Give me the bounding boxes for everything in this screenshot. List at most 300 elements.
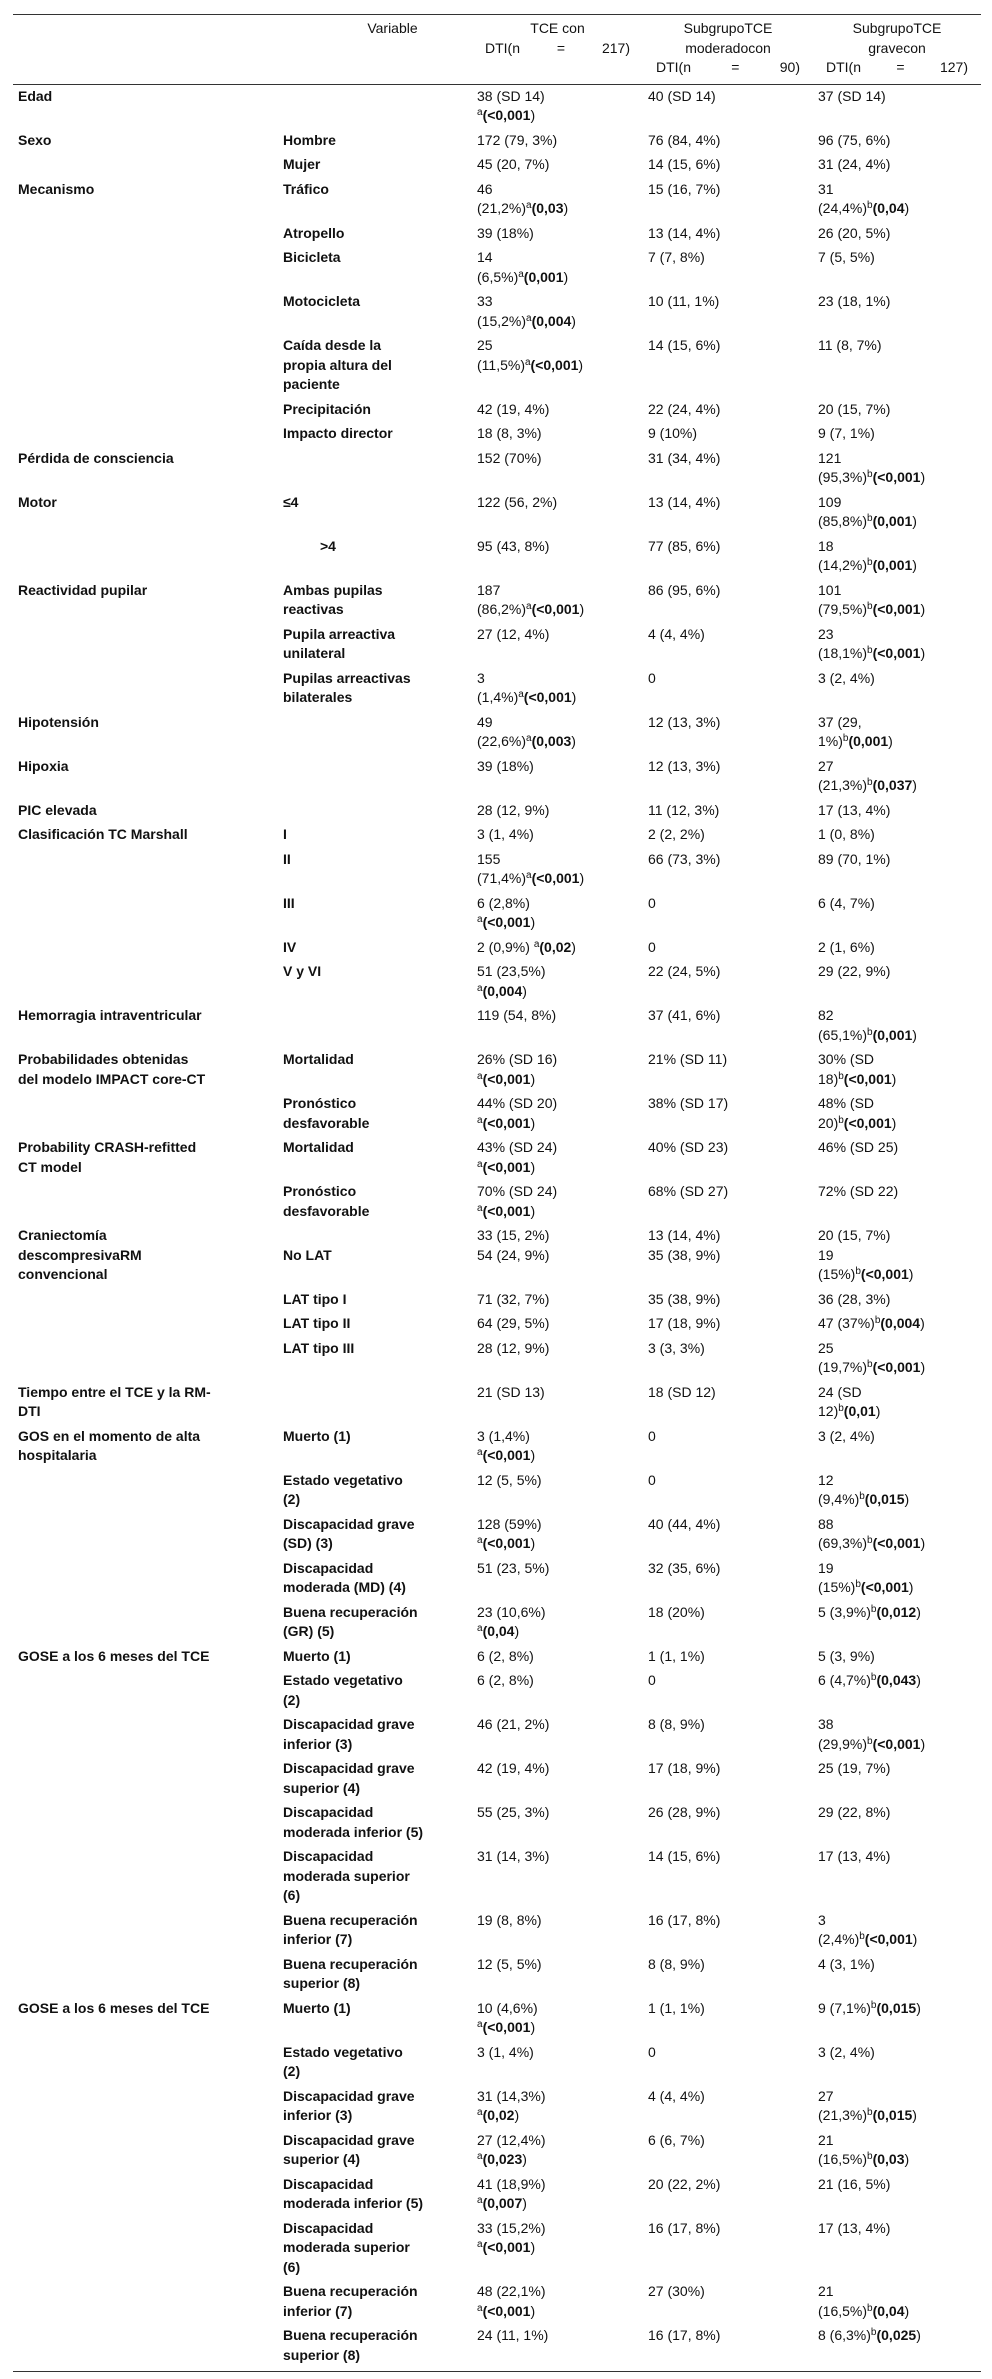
cell-tce: 51 (23, 5%) <box>477 1559 550 1576</box>
cell-grave: 4 (3, 1%) <box>818 1955 875 1972</box>
cell-grave: 19 $(15\%)^b(<0,001)$ <box>818 1559 914 1595</box>
cell-tce: 44% (SD 20) $^a$(<0,001) <box>477 1095 558 1131</box>
header-line: SubgrupoTCE <box>852 20 942 36</box>
header-variable: Variable <box>278 15 472 85</box>
row-label: Hemorragia intraventricular <box>18 1007 202 1023</box>
cell-moderado: 16 (17, 8%) <box>648 2219 721 2236</box>
cell-moderado: 9 (10%) <box>648 425 698 441</box>
cell-moderado: 17 (18, 9%) <box>648 1760 721 1776</box>
table-row <box>13 1469 981 1513</box>
row-sublabel <box>278 755 472 799</box>
cell-grave: 27 $(21,3\%)^b(0,015)$ <box>818 2087 917 2123</box>
table-row <box>13 823 981 848</box>
table-row <box>13 1224 981 1288</box>
cell-tce: 31 (14,3%) $^a$(0,02) <box>477 2087 546 2123</box>
row-label <box>13 1909 278 1953</box>
row-label <box>13 848 278 892</box>
row-label <box>13 1180 278 1224</box>
table-header <box>13 15 981 85</box>
row-sublabel: Buena recuperación inferior (7) <box>283 2283 418 2319</box>
row-sublabel: Estado vegetativo (2) <box>283 1672 403 1708</box>
table-row <box>13 579 981 623</box>
table-row <box>13 1092 981 1136</box>
cell-grave: 3 (2, 4%) <box>818 1427 875 1444</box>
table-row <box>13 535 981 579</box>
cell-grave: 3 $(2,4\%)^b(<0,001)$ <box>818 1911 918 1947</box>
cell-moderado: 8 (8, 9%) <box>648 1716 705 1732</box>
cell-moderado: 18 (SD 12) <box>648 1383 716 1400</box>
cell-moderado: 76 (84, 4%) <box>648 131 721 148</box>
cell-tce: 48 (22,1%) $^a$(<0,001) <box>477 2283 546 2319</box>
cell-grave: 20 (15, 7%) <box>818 400 891 417</box>
row-label: Hipoxia <box>18 757 69 774</box>
row-label <box>13 1288 278 1313</box>
cell-grave: 26 (20, 5%) <box>818 224 891 241</box>
row-sublabel: Impacto director <box>283 425 393 441</box>
row-sublabel: Muerto (1) <box>283 1647 351 1664</box>
cell-grave: 17 (13, 4%) <box>818 2219 891 2236</box>
row-label <box>13 1337 278 1381</box>
cell-moderado: 31 (34, 4%) <box>648 449 721 466</box>
row-sublabel: Discapacidad moderada (MD) (4) <box>283 1559 406 1595</box>
cell-moderado: 17 (18, 9%) <box>648 1315 721 1331</box>
row-sublabel: Buena recuperación superior (8) <box>278 2324 472 2372</box>
cell-moderado: 16 (17, 8%) <box>648 1911 721 1928</box>
table-row <box>13 1845 981 1909</box>
row-sublabel: Discapacidad moderada inferior (5) <box>283 2175 424 2211</box>
cell-grave: 89 (70, 1%) <box>818 850 891 867</box>
cell-tce: 6 (2,8%) $^a$(<0,001) <box>477 894 536 930</box>
cell-moderado: 40% (SD 23) <box>648 1139 729 1155</box>
cell-grave: 6 $(4,7\%)^b(0,043)$ <box>818 1672 921 1688</box>
cell-grave: 18 $(14,2\%)^b(0,001)$ <box>818 537 917 573</box>
row-sublabel: Mortalidad <box>283 1139 354 1155</box>
row-label <box>13 1513 278 1557</box>
cell-moderado: 1 (1, 1%) <box>648 1647 705 1664</box>
table-row <box>13 1337 981 1381</box>
table-row <box>13 84 981 129</box>
row-sublabel: Precipitación <box>283 400 371 417</box>
cell-moderado: 0 <box>648 938 656 955</box>
row-sublabel: Estado vegetativo (2) <box>283 1471 403 1507</box>
header-line: TCE con <box>530 20 585 36</box>
cell-tce: 128 (59%) $^a$(<0,001) <box>477 1515 542 1551</box>
cell-moderado: 10 (11, 1%) <box>648 293 720 309</box>
cell-moderado: 14 (15, 6%) <box>648 337 721 353</box>
cell-tce: 12 (5, 5%) <box>477 1955 542 1972</box>
cell-tce: 19 (8, 8%) <box>477 1911 542 1928</box>
cell-grave: 9 $(7,1\%)^b(0,015)$ <box>818 1999 921 2016</box>
table-row <box>13 936 981 961</box>
cell-tce: 42 (19, 4%) <box>477 400 550 417</box>
cell-grave: 72% (SD 22) <box>818 1183 899 1199</box>
cell-grave: 17 (13, 4%) <box>818 801 891 818</box>
table-row <box>13 1180 981 1224</box>
cell-grave: 38 $(29,9\%)^b(<0,001)$ <box>818 1716 926 1752</box>
row-label <box>13 1953 278 1997</box>
cell-moderado: 12 (13, 3%) <box>648 713 721 730</box>
table-row <box>13 848 981 892</box>
table-row <box>13 1288 981 1313</box>
row-label <box>13 1713 278 1757</box>
row-sublabel <box>278 1004 472 1048</box>
cell-tce: 21 (SD 13) <box>477 1383 545 1400</box>
cell-tce: 119 (54, 8%) <box>477 1007 557 1023</box>
cell-tce: 51 (23,5%) $^a$(0,004) <box>477 963 546 999</box>
cell-moderado: 13 (14, 4%) <box>648 224 721 241</box>
cell-tce: 45 (20, 7%) <box>477 156 550 172</box>
table-row <box>13 178 981 222</box>
row-label: Hipotensión <box>18 713 99 730</box>
cell-moderado: 40 (44, 4%) <box>648 1515 721 1532</box>
cell-grave: 23 (18, 1%) <box>818 293 891 309</box>
row-sublabel: Muerto (1) <box>283 1999 351 2016</box>
cell-tce: 33 (15, 2%) 54 (24, 9%) <box>477 1227 550 1263</box>
cell-grave: 29 (22, 9%) <box>818 963 891 979</box>
cell-moderado: 26 (28, 9%) <box>648 1804 721 1820</box>
table-row <box>13 2173 981 2217</box>
row-sublabel: Discapacidad moderada superior (6) <box>283 2219 410 2275</box>
cell-tce: 28 (12, 9%) <box>477 1339 550 1356</box>
cell-tce: 27 (12, 4%) <box>477 625 550 642</box>
cell-tce: 38 (SD 14) $^a$(<0,001) <box>477 87 545 123</box>
table-row <box>13 153 981 178</box>
table-row <box>13 960 981 1004</box>
table-row <box>13 447 981 491</box>
table-row <box>13 1048 981 1092</box>
cell-tce: 18 (8, 3%) <box>477 425 542 441</box>
row-sublabel: Caída desde la propia altura del paciente <box>283 337 392 392</box>
cell-tce: 3 (1,4%) $^a$(<0,001) <box>477 1427 536 1463</box>
cell-tce: 172 (79, 3%) <box>477 131 558 148</box>
cell-grave: 46% (SD 25) <box>818 1139 899 1155</box>
row-label <box>13 398 278 423</box>
cell-moderado: 0 <box>648 669 656 686</box>
table-row <box>13 1601 981 1645</box>
row-sublabel: LAT tipo I <box>283 1290 347 1307</box>
cell-tce: 6 (2, 8%) <box>477 1647 534 1664</box>
row-sublabel: Pronóstico desfavorable <box>283 1095 370 1131</box>
row-sublabel: Discapacidad grave inferior (3) <box>283 2087 415 2123</box>
table-row <box>13 2085 981 2129</box>
table-row <box>13 334 981 398</box>
cell-grave: 37 (29, 1%)$^b$(0,001) <box>818 713 893 749</box>
row-label <box>13 2129 278 2173</box>
cell-grave: 3 (2, 4%) <box>818 669 875 686</box>
cell-moderado: 13 (14, 4%) 35 (38, 9%) <box>648 1227 721 1263</box>
row-sublabel <box>278 1381 472 1425</box>
table-row <box>13 1312 981 1337</box>
row-label: Clasificación TC Marshall <box>18 826 188 842</box>
cell-tce: 3 $(1,4\%)^a(<0,001)$ <box>477 669 577 705</box>
cell-tce: 71 (32, 7%) <box>477 1290 550 1307</box>
row-sublabel: Buena recuperación superior (8) <box>283 1955 418 1991</box>
cell-tce: 25 $(11,5\%)^a(<0,001)$ <box>477 337 584 373</box>
cell-moderado: 0 <box>648 1672 656 1688</box>
row-sublabel: Motocicleta <box>283 293 361 309</box>
header-col-tce <box>472 15 643 85</box>
row-label <box>13 1601 278 1645</box>
cell-tce: 3 (1, 4%) <box>477 826 534 842</box>
row-sublabel: Mujer <box>283 156 321 172</box>
row-label: Tiempo entre el TCE y la RM- DTI <box>18 1383 211 1419</box>
table-row <box>13 1004 981 1048</box>
row-sublabel: II <box>283 850 291 867</box>
row-sublabel: Atropello <box>283 224 345 241</box>
cell-moderado: 35 (38, 9%) <box>648 1290 721 1307</box>
row-label <box>13 1312 278 1337</box>
row-sublabel: Discapacidad grave inferior (3) <box>283 1716 415 1752</box>
cell-grave: 7 (5, 5%) <box>818 249 875 265</box>
row-sublabel: Ambas pupilas reactivas <box>283 581 383 617</box>
table-row <box>13 2324 981 2372</box>
row-label <box>13 153 278 178</box>
row-sublabel: Hombre <box>283 131 336 148</box>
row-label <box>13 1757 278 1801</box>
table-row <box>13 222 981 247</box>
table-row <box>13 2280 981 2324</box>
cell-grave: 37 (SD 14) <box>818 87 886 104</box>
cell-grave: 27 $(21,3\%)^b(0,037)$ <box>818 757 917 793</box>
row-label <box>13 334 278 398</box>
cell-moderado: 0 <box>648 1471 656 1488</box>
row-sublabel: Pupilas arreactivas bilaterales <box>283 669 411 705</box>
cell-tce: 10 (4,6%) $^a$(<0,001) <box>477 1999 538 2035</box>
cell-grave: 25 $(19,7\%)^b(<0,001)$ <box>818 1339 926 1375</box>
row-sublabel: ≤4 <box>283 493 299 510</box>
cell-moderado: 15 (16, 7%) <box>648 180 721 197</box>
row-label: Motor <box>18 493 57 510</box>
row-label <box>13 2085 278 2129</box>
cell-moderado: 8 (8, 9%) <box>648 1955 705 1972</box>
row-sublabel: Buena recuperación inferior (7) <box>283 1911 418 1947</box>
cell-moderado: 16 (17, 8%) <box>643 2324 813 2372</box>
row-label <box>13 1469 278 1513</box>
cell-moderado: 27 (30%) <box>648 2283 705 2299</box>
row-label <box>13 936 278 961</box>
cell-grave: 1 (0, 8%) <box>818 826 875 842</box>
cell-tce: 122 (56, 2%) <box>477 493 558 510</box>
row-label: Craniectomía descompresivaRM convencional <box>18 1227 142 1282</box>
header-line: SubgrupoTCE <box>683 20 773 36</box>
cell-tce: 155 $(71,4\%)^a(<0,001)$ <box>477 850 585 886</box>
cell-tce: 55 (25, 3%) <box>477 1804 550 1820</box>
table-row <box>13 422 981 447</box>
cell-moderado: 22 (24, 4%) <box>648 400 721 417</box>
cell-moderado: 3 (3, 3%) <box>648 1339 705 1356</box>
cell-moderado: 40 (SD 14) <box>648 87 716 104</box>
row-label <box>13 1092 278 1136</box>
cell-grave: 21 $(16,5\%)^b(0,03)$ <box>818 2131 910 2167</box>
header-n: DTI(n = 127) <box>826 59 968 75</box>
cell-grave: 82 $(65,1\%)^b(0,001)$ <box>818 1007 917 1043</box>
cell-grave: 20 (15, 7%) 19 $(15\%)^b(<0,001)$ <box>818 1227 914 1282</box>
row-label: Probabilidades obtenidas del modelo IMPACT core-CT <box>18 1051 206 1087</box>
cell-moderado: 22 (24, 5%) <box>648 963 721 979</box>
row-sublabel: LAT tipo III <box>283 1339 355 1356</box>
cell-grave: 101 $(79,5\%)^b(<0,001)$ <box>818 581 926 617</box>
cell-grave: 23 $(18,1\%)^b(<0,001)$ <box>818 625 926 661</box>
row-sublabel: III <box>283 894 295 911</box>
table-body <box>13 84 981 2372</box>
cell-tce: 12 (5, 5%) <box>477 1471 542 1488</box>
row-label <box>13 1801 278 1845</box>
row-label <box>13 1557 278 1601</box>
cell-tce: 64 (29, 5%) <box>477 1315 550 1331</box>
cell-tce: 70% (SD 24) $^a$(<0,001) <box>477 1183 558 1219</box>
cell-tce: 28 (12, 9%) <box>477 801 550 818</box>
cell-grave: 3 (2, 4%) <box>818 2043 875 2060</box>
row-sublabel: LAT tipo II <box>283 1315 351 1331</box>
table-row <box>13 667 981 711</box>
table-row <box>13 2129 981 2173</box>
cell-grave: 121 $(95,3\%)^b(<0,001)$ <box>818 449 926 485</box>
cell-grave: 11 (8, 7%) <box>818 337 882 353</box>
row-sublabel <box>278 84 472 129</box>
row-label: Mecanismo <box>18 180 95 197</box>
table-row <box>13 892 981 936</box>
cell-moderado: 32 (35, 6%) <box>648 1559 721 1576</box>
table-row <box>13 2217 981 2281</box>
cell-tce: 42 (19, 4%) <box>477 1760 550 1776</box>
row-label <box>13 1669 278 1713</box>
table-row <box>13 1669 981 1713</box>
cell-grave: 8 $(6,3\%)^b(0,025)$ <box>813 2324 981 2372</box>
cell-grave: 31 (24, 4%) <box>818 156 891 172</box>
row-label: PIC elevada <box>18 801 97 818</box>
row-label: Reactividad pupilar <box>18 581 148 598</box>
cell-tce: 27 (12,4%) $^a$(0,023) <box>477 2131 546 2167</box>
row-label <box>13 290 278 334</box>
cell-moderado: 20 (22, 2%) <box>648 2175 721 2192</box>
cell-moderado: 7 (7, 8%) <box>648 249 705 265</box>
row-sublabel: Buena recuperación (GR) (5) <box>283 1603 418 1639</box>
cell-grave: 25 (19, 7%) <box>818 1760 891 1776</box>
header-line: moderadocon <box>685 39 771 56</box>
cell-grave: 9 (7, 1%) <box>818 425 875 441</box>
header-col-moderado <box>643 15 813 85</box>
cell-grave: 5 (3, 9%) <box>818 1647 875 1664</box>
cell-tce: 24 (11, 1%) <box>472 2324 643 2372</box>
cell-grave: 6 (4, 7%) <box>818 894 875 911</box>
cell-tce: 187 $(86,2\%)^a(<0,001)$ <box>477 581 585 617</box>
cell-tce: 33 $(15,2\%)^a(0,004)$ <box>477 293 576 329</box>
row-label <box>13 2280 278 2324</box>
cell-grave: 24 (SD 12)$^b$(0,01) <box>818 1383 881 1419</box>
cell-moderado: 68% (SD 27) <box>648 1183 729 1199</box>
row-label <box>13 2041 278 2085</box>
row-label: Pérdida de consciencia <box>18 449 174 466</box>
row-sublabel <box>278 711 472 755</box>
cell-tce: 23 (10,6%) $^a$(0,04) <box>477 1603 546 1639</box>
row-label <box>13 960 278 1004</box>
cell-tce: 31 (14, 3%) <box>477 1848 550 1864</box>
table-row <box>13 2041 981 2085</box>
cell-grave: 47 $(37\%)^b(0,004)$ <box>818 1315 925 1331</box>
table-row <box>13 1381 981 1425</box>
header-n: DTI(n = 217) <box>485 39 630 56</box>
header-col-grave <box>813 15 981 85</box>
row-label: GOSE a los 6 meses del TCE <box>18 1647 210 1664</box>
row-sublabel <box>278 799 472 824</box>
cell-tce: 26% (SD 16) $^a$(<0,001) <box>477 1051 558 1087</box>
cell-moderado: 38% (SD 17) <box>648 1095 729 1111</box>
table-row <box>13 1953 981 1997</box>
cell-moderado: 4 (4, 4%) <box>648 2087 705 2104</box>
row-sublabel: Tráfico <box>283 180 329 197</box>
cell-grave: 48% (SD 20)$^b$(<0,001) <box>818 1095 897 1131</box>
row-sublabel: Discapacidad moderada superior (6) <box>283 1848 410 1903</box>
cell-tce: 152 (70%) <box>477 449 542 466</box>
row-label <box>13 623 278 667</box>
cell-grave: 96 (75, 6%) <box>818 131 891 148</box>
cell-grave: 12 $(9,4\%)^b(0,015)$ <box>818 1471 910 1507</box>
cell-moderado: 21% (SD 11) <box>648 1051 728 1067</box>
row-sublabel: Discapacidad grave superior (4) <box>283 1760 415 1796</box>
row-sublabel: Muerto (1) <box>283 1427 351 1444</box>
header-line: gravecon <box>868 39 926 56</box>
cell-moderado: 14 (15, 6%) <box>648 156 721 172</box>
row-sublabel: Discapacidad grave (SD) (3) <box>283 1515 415 1551</box>
row-label: GOSE a los 6 meses del TCE <box>18 1999 210 2016</box>
cell-moderado: 0 <box>648 1427 656 1444</box>
table-row <box>13 711 981 755</box>
row-sublabel <box>278 447 472 491</box>
header-n: DTI(n = 90) <box>656 59 800 75</box>
row-label: Sexo <box>18 131 52 148</box>
table-row <box>13 246 981 290</box>
table-row <box>13 1645 981 1670</box>
cell-tce: 41 (18,9%) $^a$(0,007) <box>477 2175 546 2211</box>
row-sublabel: Mortalidad <box>283 1051 354 1067</box>
cell-tce: 6 (2, 8%) <box>477 1672 534 1688</box>
cell-grave: 29 (22, 8%) <box>818 1804 891 1820</box>
row-sublabel: Pronóstico desfavorable <box>283 1183 370 1219</box>
row-sublabel: Estado vegetativo (2) <box>283 2043 403 2079</box>
cell-grave: 21 (16, 5%) <box>818 2175 891 2192</box>
cell-tce: 46 $(21,2\%)^a(0,03)$ <box>477 180 569 216</box>
cell-grave: 17 (13, 4%) <box>818 1848 891 1864</box>
cell-moderado: 14 (15, 6%) <box>648 1848 721 1864</box>
cell-moderado: 2 (2, 2%) <box>648 826 705 842</box>
cell-tce: 95 (43, 8%) <box>477 537 550 554</box>
cell-grave: 2 (1, 6%) <box>818 938 875 955</box>
cell-grave: 30% (SD 18)$^b$(<0,001) <box>818 1051 897 1087</box>
row-label: GOS en el momento de alta hospitalaria <box>18 1427 201 1463</box>
row-sublabel: Discapacidad grave superior (4) <box>283 2131 415 2167</box>
cell-moderado: 11 (12, 3%) <box>648 801 720 818</box>
table-row <box>13 1997 981 2041</box>
table-row <box>13 1909 981 1953</box>
row-sublabel: V y VI <box>283 963 322 979</box>
table-row <box>13 1557 981 1601</box>
cell-moderado: 0 <box>648 2043 656 2060</box>
table-row <box>13 755 981 799</box>
cell-tce: 39 (18%) <box>477 224 534 241</box>
cell-moderado: 6 (6, 7%) <box>648 2131 705 2148</box>
table-row <box>13 799 981 824</box>
cell-tce: 43% (SD 24) $^a$(<0,001) <box>477 1139 558 1175</box>
table-row <box>13 290 981 334</box>
row-sublabel: Discapacidad moderada inferior (5) <box>283 1804 424 1840</box>
table-row <box>13 1513 981 1557</box>
cell-tce: 49 $(22,6\%)^a(0,003)$ <box>477 713 576 749</box>
cell-tce: 39 (18%) <box>477 757 534 774</box>
cell-tce: 3 (1, 4%) <box>477 2043 534 2060</box>
row-sublabel: Bicicleta <box>283 249 341 265</box>
results-table <box>13 14 981 2372</box>
row-label <box>13 892 278 936</box>
